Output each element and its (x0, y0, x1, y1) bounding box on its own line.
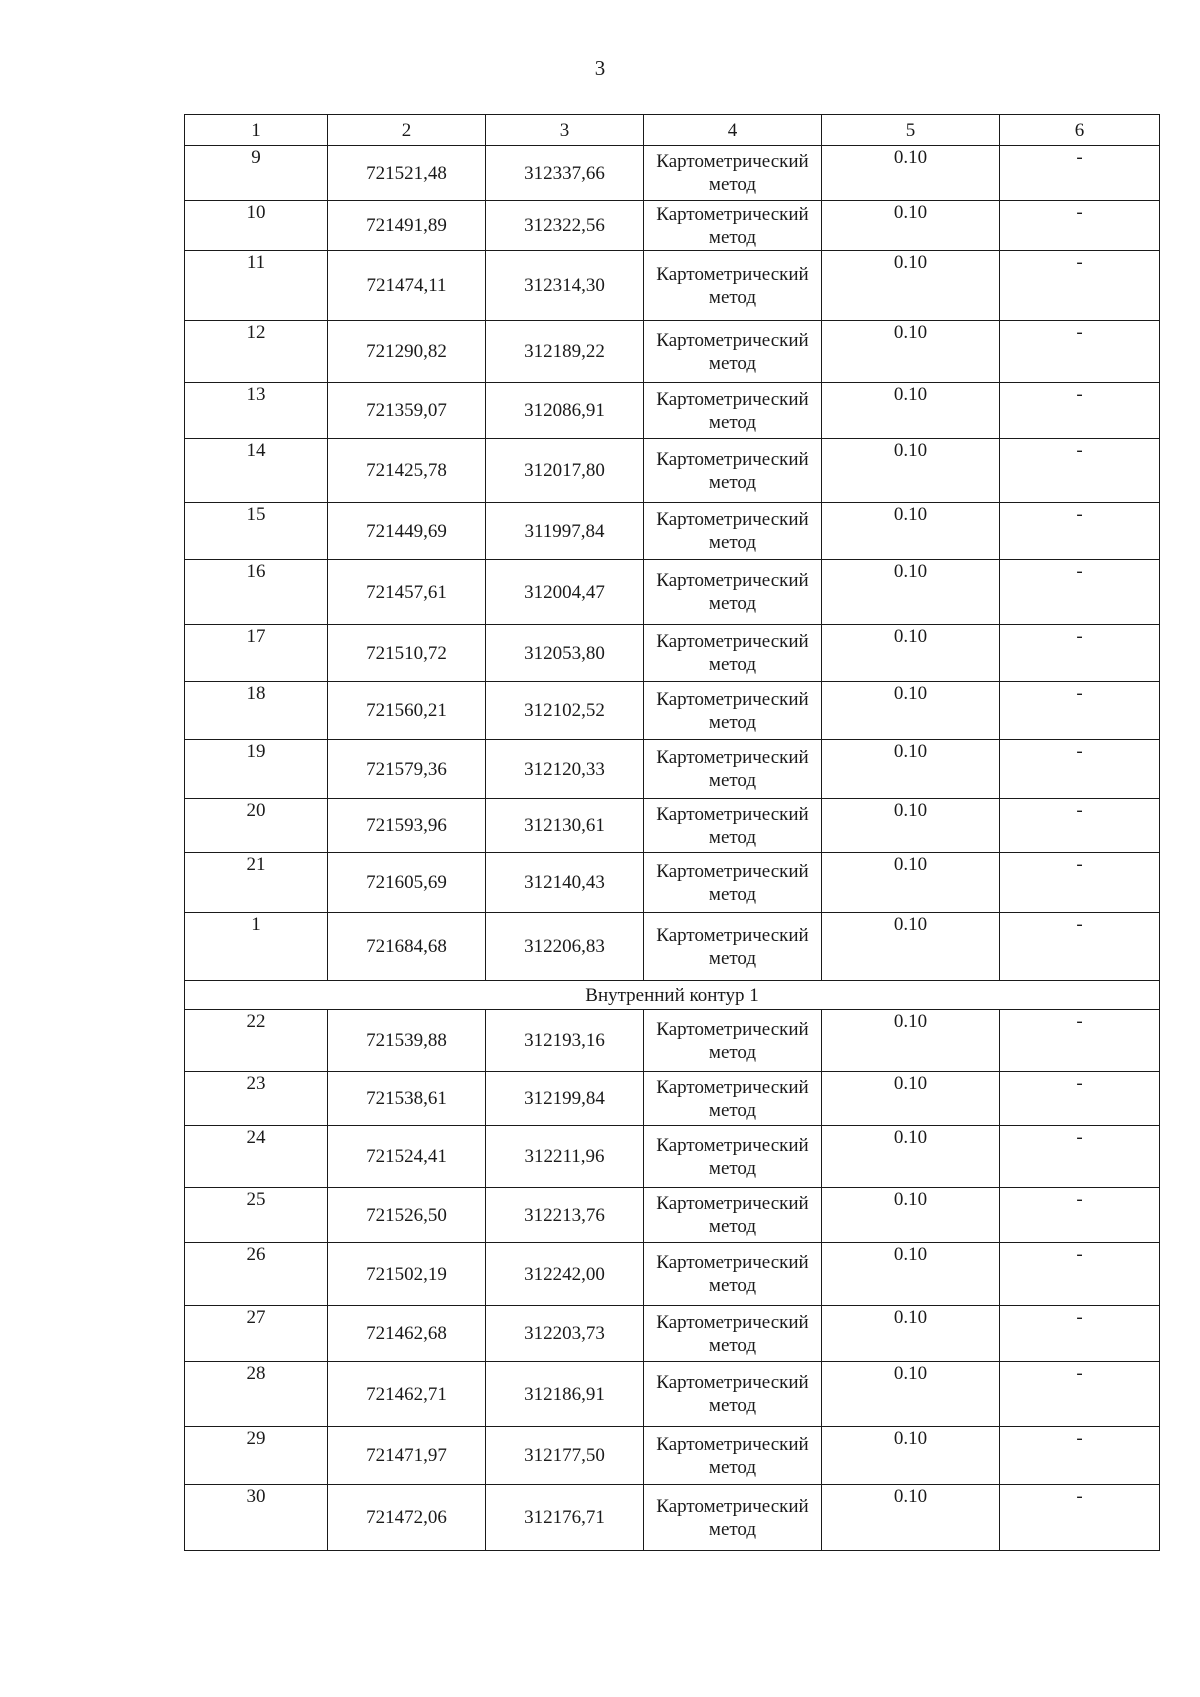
method-cell (644, 321, 822, 383)
accuracy-cell: 0.10 (822, 799, 1000, 853)
accuracy-cell: 0.10 (822, 682, 1000, 740)
method-cell (644, 383, 822, 439)
table-row (185, 251, 1160, 321)
method-line-2: метод (708, 1041, 757, 1063)
accuracy-cell: 0.10 (822, 560, 1000, 625)
table-row (185, 853, 1160, 913)
accuracy-cell: 0.10 (822, 1243, 1000, 1306)
method-line-1: Картометрический (656, 1372, 809, 1393)
point-number-cell: 17 (185, 625, 328, 682)
point-number-cell: 22 (185, 1010, 328, 1072)
table-row (185, 146, 1160, 201)
table-row (185, 1010, 1160, 1072)
note-cell: - (1000, 1126, 1160, 1188)
column-header: 4 (644, 115, 822, 146)
method-line-1: Картометрический (656, 1018, 809, 1040)
table-row (185, 1243, 1160, 1306)
accuracy-cell: 0.10 (822, 146, 1000, 201)
accuracy-cell: 0.10 (822, 251, 1000, 321)
table-row (185, 1362, 1160, 1427)
y-coordinate-cell: 312120,33 (486, 740, 644, 799)
page-number: 3 (594, 56, 606, 80)
point-number-cell: 13 (185, 383, 328, 439)
method-line-1: Картометрический (656, 924, 809, 946)
note-cell: - (1000, 625, 1160, 682)
point-number-cell: 23 (185, 1072, 328, 1126)
note-cell: - (1000, 1306, 1160, 1362)
method-line-1: Картометрический (656, 203, 809, 225)
method-line-1: Картометрический (656, 1252, 809, 1273)
method-cell (644, 1427, 822, 1485)
method-line-1: Картометрический (656, 860, 809, 882)
x-coordinate-cell: 721472,06 (328, 1485, 486, 1551)
y-coordinate-cell: 312203,73 (486, 1306, 644, 1362)
method-line-2: метод (708, 1395, 757, 1416)
y-coordinate-cell: 312322,56 (486, 201, 644, 251)
y-coordinate-cell: 312314,30 (486, 251, 644, 321)
method-cell (644, 1362, 822, 1427)
y-coordinate-cell: 312211,96 (486, 1126, 644, 1188)
method-cell (644, 913, 822, 981)
point-number-cell: 14 (185, 439, 328, 503)
accuracy-cell: 0.10 (822, 625, 1000, 682)
method-line-1: Картометрический (656, 631, 809, 652)
note-cell: - (1000, 1010, 1160, 1072)
table-row (185, 1427, 1160, 1485)
method-line-2: метод (708, 352, 757, 374)
y-coordinate-cell: 312337,66 (486, 146, 644, 201)
point-number-cell: 18 (185, 682, 328, 740)
method-cell (644, 251, 822, 321)
y-coordinate-cell: 312186,91 (486, 1362, 644, 1427)
column-header: 5 (822, 115, 1000, 146)
note-cell: - (1000, 439, 1160, 503)
accuracy-cell: 0.10 (822, 1306, 1000, 1362)
point-number-cell: 25 (185, 1188, 328, 1243)
table-row (185, 503, 1160, 560)
point-number-cell: 20 (185, 799, 328, 853)
y-coordinate-cell: 312130,61 (486, 799, 644, 853)
note-cell: - (1000, 913, 1160, 981)
note-cell: - (1000, 1243, 1160, 1306)
outer-contour-rows (185, 146, 1160, 981)
table-row (185, 201, 1160, 251)
point-number-cell: 12 (185, 321, 328, 383)
point-number-cell: 26 (185, 1243, 328, 1306)
x-coordinate-cell: 721425,78 (328, 439, 486, 503)
x-coordinate-cell: 721462,71 (328, 1362, 486, 1427)
note-cell: - (1000, 201, 1160, 251)
coordinates-table (184, 114, 1160, 1551)
point-number-cell: 29 (185, 1427, 328, 1485)
note-cell: - (1000, 503, 1160, 560)
y-coordinate-cell: 312053,80 (486, 625, 644, 682)
y-coordinate-cell: 312199,84 (486, 1072, 644, 1126)
y-coordinate-cell: 312206,83 (486, 913, 644, 981)
method-cell (644, 146, 822, 201)
point-number-cell: 19 (185, 740, 328, 799)
method-line-2: метод (708, 711, 757, 733)
x-coordinate-cell: 721560,21 (328, 682, 486, 740)
column-header: 2 (328, 115, 486, 146)
method-line-1: Картометрический (656, 747, 809, 768)
x-coordinate-cell: 721502,19 (328, 1243, 486, 1306)
table-row (185, 1306, 1160, 1362)
method-line-2: метод (708, 1216, 757, 1237)
y-coordinate-cell: 312213,76 (486, 1188, 644, 1243)
x-coordinate-cell: 721510,72 (328, 625, 486, 682)
y-coordinate-cell: 312004,47 (486, 560, 644, 625)
method-line-1: Картометрический (656, 388, 809, 410)
method-line-2: метод (708, 1334, 757, 1356)
note-cell: - (1000, 1072, 1160, 1126)
method-line-1: Картометрический (656, 570, 809, 591)
method-line-2: метод (708, 174, 757, 195)
method-line-1: Картометрический (656, 1076, 809, 1098)
method-cell (644, 560, 822, 625)
point-number-cell: 15 (185, 503, 328, 560)
accuracy-cell: 0.10 (822, 383, 1000, 439)
inner-contour-rows (185, 1010, 1160, 1551)
y-coordinate-cell: 312242,00 (486, 1243, 644, 1306)
method-line-1: Картометрический (656, 1193, 809, 1214)
point-number-cell: 28 (185, 1362, 328, 1427)
x-coordinate-cell: 721524,41 (328, 1126, 486, 1188)
y-coordinate-cell: 312140,43 (486, 853, 644, 913)
accuracy-cell: 0.10 (822, 1010, 1000, 1072)
method-line-1: Картометрический (656, 1433, 809, 1455)
note-cell: - (1000, 251, 1160, 321)
point-number-cell: 16 (185, 560, 328, 625)
method-cell (644, 740, 822, 799)
accuracy-cell: 0.10 (822, 1427, 1000, 1485)
accuracy-cell: 0.10 (822, 740, 1000, 799)
table-row (185, 560, 1160, 625)
x-coordinate-cell: 721579,36 (328, 740, 486, 799)
table-row (185, 799, 1160, 853)
method-cell (644, 1243, 822, 1306)
method-cell (644, 1188, 822, 1243)
accuracy-cell: 0.10 (822, 1188, 1000, 1243)
point-number-cell: 21 (185, 853, 328, 913)
note-cell: - (1000, 853, 1160, 913)
accuracy-cell: 0.10 (822, 1126, 1000, 1188)
table-row (185, 1126, 1160, 1188)
column-header: 3 (486, 115, 644, 146)
method-line-2: метод (708, 532, 757, 553)
note-cell: - (1000, 321, 1160, 383)
table-row (185, 625, 1160, 682)
contour-label-row (185, 981, 1160, 1010)
point-number-cell: 1 (185, 913, 328, 981)
x-coordinate-cell: 721457,61 (328, 560, 486, 625)
method-line-1: Картометрический (656, 329, 809, 351)
point-number-cell: 27 (185, 1306, 328, 1362)
note-cell: - (1000, 740, 1160, 799)
accuracy-cell: 0.10 (822, 439, 1000, 503)
note-cell: - (1000, 799, 1160, 853)
y-coordinate-cell: 312017,80 (486, 439, 644, 503)
x-coordinate-cell: 721526,50 (328, 1188, 486, 1243)
table-row (185, 383, 1160, 439)
table-row (185, 913, 1160, 981)
accuracy-cell: 0.10 (822, 503, 1000, 560)
point-number-cell: 9 (185, 146, 328, 201)
table-row (185, 1188, 1160, 1243)
accuracy-cell: 0.10 (822, 1072, 1000, 1126)
y-coordinate-cell: 312086,91 (486, 383, 644, 439)
method-line-2: метод (708, 826, 757, 848)
y-coordinate-cell: 311997,84 (486, 503, 644, 560)
x-coordinate-cell: 721684,68 (328, 913, 486, 981)
x-coordinate-cell: 721605,69 (328, 853, 486, 913)
method-line-1: Картометрический (656, 448, 809, 470)
note-cell: - (1000, 1485, 1160, 1551)
method-line-2: метод (708, 1518, 757, 1540)
x-coordinate-cell: 721471,97 (328, 1427, 486, 1485)
method-line-2: метод (708, 286, 757, 308)
method-line-2: метод (708, 654, 757, 675)
method-line-1: Картометрический (656, 263, 809, 285)
point-number-cell: 24 (185, 1126, 328, 1188)
contour-label: Внутренний контур 1 (185, 981, 1160, 1010)
method-line-1: Картометрический (656, 1495, 809, 1517)
method-cell (644, 1072, 822, 1126)
table-header-row (185, 115, 1160, 146)
accuracy-cell: 0.10 (822, 913, 1000, 981)
point-number-cell: 30 (185, 1485, 328, 1551)
y-coordinate-cell: 312177,50 (486, 1427, 644, 1485)
note-cell: - (1000, 1427, 1160, 1485)
method-line-2: метод (708, 411, 757, 433)
method-cell (644, 1306, 822, 1362)
table-row (185, 1072, 1160, 1126)
method-line-2: метод (708, 1275, 757, 1296)
x-coordinate-cell: 721491,89 (328, 201, 486, 251)
method-line-2: метод (708, 471, 757, 493)
method-cell (644, 682, 822, 740)
method-line-1: Картометрический (656, 151, 809, 172)
accuracy-cell: 0.10 (822, 1362, 1000, 1427)
note-cell: - (1000, 1188, 1160, 1243)
table-row (185, 1485, 1160, 1551)
method-cell (644, 799, 822, 853)
x-coordinate-cell: 721449,69 (328, 503, 486, 560)
x-coordinate-cell: 721462,68 (328, 1306, 486, 1362)
method-line-2: метод (708, 1099, 757, 1121)
note-cell: - (1000, 146, 1160, 201)
note-cell: - (1000, 383, 1160, 439)
method-cell (644, 1010, 822, 1072)
method-line-1: Картометрический (656, 1311, 809, 1333)
method-line-2: метод (708, 226, 757, 248)
method-cell (644, 1485, 822, 1551)
x-coordinate-cell: 721521,48 (328, 146, 486, 201)
accuracy-cell: 0.10 (822, 1485, 1000, 1551)
x-coordinate-cell: 721359,07 (328, 383, 486, 439)
y-coordinate-cell: 312102,52 (486, 682, 644, 740)
table-row (185, 682, 1160, 740)
method-line-1: Картометрический (656, 803, 809, 825)
method-cell (644, 1126, 822, 1188)
y-coordinate-cell: 312176,71 (486, 1485, 644, 1551)
column-header: 6 (1000, 115, 1160, 146)
x-coordinate-cell: 721593,96 (328, 799, 486, 853)
table-row (185, 321, 1160, 383)
method-cell (644, 201, 822, 251)
method-line-2: метод (708, 593, 757, 614)
x-coordinate-cell: 721474,11 (328, 251, 486, 321)
point-number-cell: 10 (185, 201, 328, 251)
method-line-2: метод (708, 1456, 757, 1478)
x-coordinate-cell: 721290,82 (328, 321, 486, 383)
note-cell: - (1000, 1362, 1160, 1427)
method-line-2: метод (708, 770, 757, 791)
inner-contour-header (185, 981, 1160, 1010)
method-line-2: метод (708, 947, 757, 969)
method-cell (644, 439, 822, 503)
method-cell (644, 625, 822, 682)
method-cell (644, 853, 822, 913)
note-cell: - (1000, 682, 1160, 740)
x-coordinate-cell: 721539,88 (328, 1010, 486, 1072)
y-coordinate-cell: 312193,16 (486, 1010, 644, 1072)
method-line-2: метод (708, 883, 757, 905)
accuracy-cell: 0.10 (822, 201, 1000, 251)
y-coordinate-cell: 312189,22 (486, 321, 644, 383)
column-header: 1 (185, 115, 328, 146)
point-number-cell: 11 (185, 251, 328, 321)
x-coordinate-cell: 721538,61 (328, 1072, 486, 1126)
method-line-1: Картометрический (656, 509, 809, 530)
table-row (185, 439, 1160, 503)
method-line-1: Картометрический (656, 688, 809, 710)
method-cell (644, 503, 822, 560)
method-line-1: Картометрический (656, 1134, 809, 1156)
method-line-2: метод (708, 1157, 757, 1179)
accuracy-cell: 0.10 (822, 853, 1000, 913)
note-cell: - (1000, 560, 1160, 625)
accuracy-cell: 0.10 (822, 321, 1000, 383)
table-row (185, 740, 1160, 799)
